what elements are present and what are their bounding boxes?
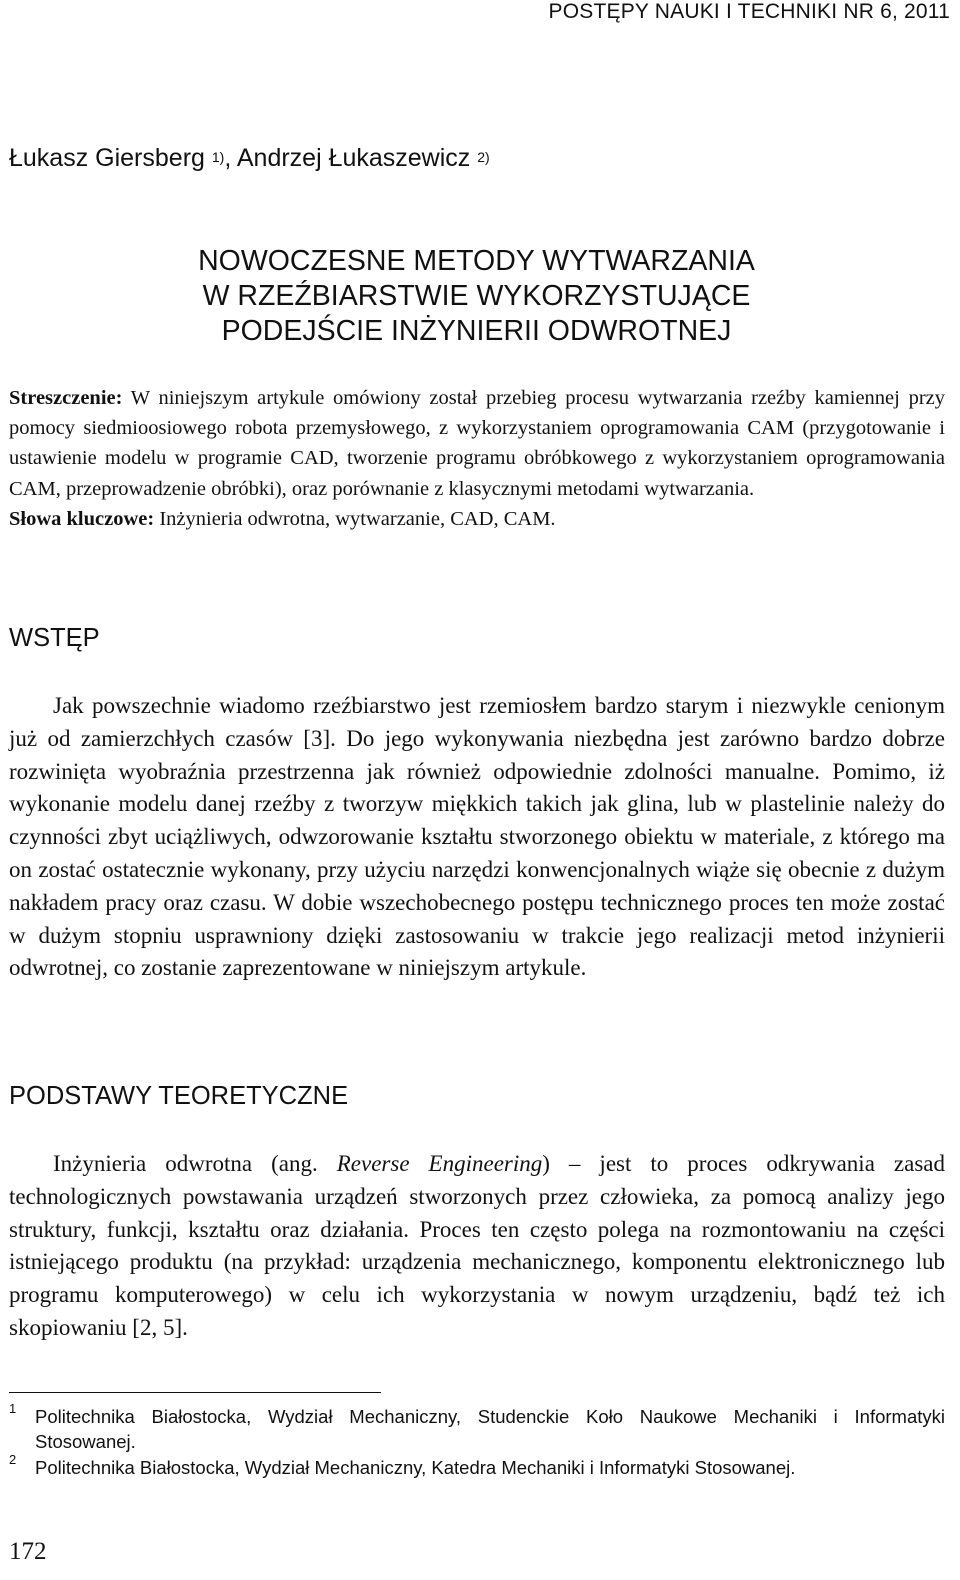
author-name: Andrzej Łukaszewicz: [236, 144, 471, 172]
abstract-text: W niniejszym artykule omówiony został przebieg procesu wytwarzania rzeźby kamiennej przy pomocy siedmioosiowego robota przemysłowego, z wykorzystaniem oprogramowania CAM (przygotowanie i ustawienie modelu w programie CAD, tworzenie programu obróbkowego z wykorzystaniem oprogramowania CAM, przeprowadzenie obróbki), oraz porównanie z klasycznymi metodami wytwarzania.: [9, 387, 945, 500]
affiliation-marker: 1): [211, 149, 225, 165]
title-line: NOWOCZESNE METODY WYTWARZANIA: [198, 245, 755, 277]
footnote-text: Politechnika Białostocka, Wydział Mechaniczny, Katedra Mechaniki i Informatyki Stosowanej.: [35, 1457, 796, 1478]
theory-term: Reverse Engineering: [336, 1151, 543, 1176]
keywords-paragraph: [9, 504, 945, 534]
section-heading-theory: PODSTAWY TEORETYCZNE: [9, 1082, 349, 1110]
footnote-mark: 2: [9, 1452, 17, 1467]
author-name: Łukasz Giersberg: [9, 144, 205, 172]
keywords-text: Inżynieria odwrotna, wytwarzanie, CAD, CAM.: [159, 507, 556, 530]
footnote-text: Politechnika Białostocka, Wydział Mechaniczny, Studenckie Koło Naukowe Mechaniki i Informatyki Stosowanej.: [35, 1406, 945, 1452]
theory-body: [9, 1148, 945, 1345]
theory-text-start: Inżynieria odwrotna (ang.: [53, 1151, 337, 1176]
running-header: POSTĘPY NAUKI I TECHNIKI NR 6, 2011: [548, 0, 950, 23]
footnote-mark: 1: [9, 1401, 17, 1416]
article-title: [0, 244, 953, 349]
footnote: [9, 1401, 945, 1454]
footnote: [9, 1452, 945, 1480]
intro-body: [9, 690, 945, 985]
intro-paragraph: Jak powszechnie wiadomo rzeźbiarstwo jest rzemiosłem bardzo starym i niezwykle cenionym już od zamierzchłych czasów [3]. Do jego wykonywania niezbędna jest zarówno bardzo dobrze rozwinięta wyobraźnia przestrzenna jak również odpowiednie zdolności manualne. Pomimo, iż wykonanie modelu danej rzeźby z tworzyw miękkich takich jak glina, lub w plastelinie należy do czynności zbyt uciążliwych, odwzorowanie kształtu stworzonego obiektu w materiale, z którego ma on zostać ostatecznie wykonany, przy użyciu narzędzi konwencjonalnych wiąże się obecnie z dużym nakładem pracy oraz czasu. W dobie wszechobecnego postępu technicznego proces ten może zostać w dużym stopniu usprawniony dzięki zastosowaniu w trakcie jego realizacji metod inżynierii odwrotnej, co zostanie zaprezentowane w niniejszym artykule.: [9, 693, 945, 981]
affiliation-marker: 2): [477, 149, 490, 165]
page-number: 172: [9, 1538, 47, 1565]
abstract-paragraph: [9, 383, 945, 504]
footnote-rule: [9, 1392, 381, 1393]
keywords-label: Słowa kluczowe:: [9, 507, 155, 530]
footnotes: [9, 1401, 945, 1480]
section-heading-intro: WSTĘP: [9, 624, 100, 652]
abstract-label: Streszczenie:: [9, 387, 123, 409]
author-line: [9, 144, 490, 173]
abstract: [9, 383, 945, 534]
title-line: PODEJŚCIE INŻYNIERII ODWROTNEJ: [221, 315, 732, 347]
theory-paragraph: [9, 1148, 945, 1345]
theory-text-rest: ) – jest to proces odkrywania zasad technologicznych powstawania urządzeń stworzonych przez człowieka, za pomocą analizy jego struktury, funkcji, kształtu oraz działania. Proces ten często polega na rozmontowaniu na części istniejącego produktu (na przykład: urządzenia mechanicznego, komponentu elektronicznego lub programu komputerowego) w celu ich wykorzystania w nowym urządzeniu, bądź też ich skopiowaniu [2, 5].: [9, 1151, 945, 1340]
author-separator: ,: [224, 144, 237, 172]
title-line: W RZEŹBIARSTWIE WYKORZYSTUJĄCE: [202, 280, 751, 312]
